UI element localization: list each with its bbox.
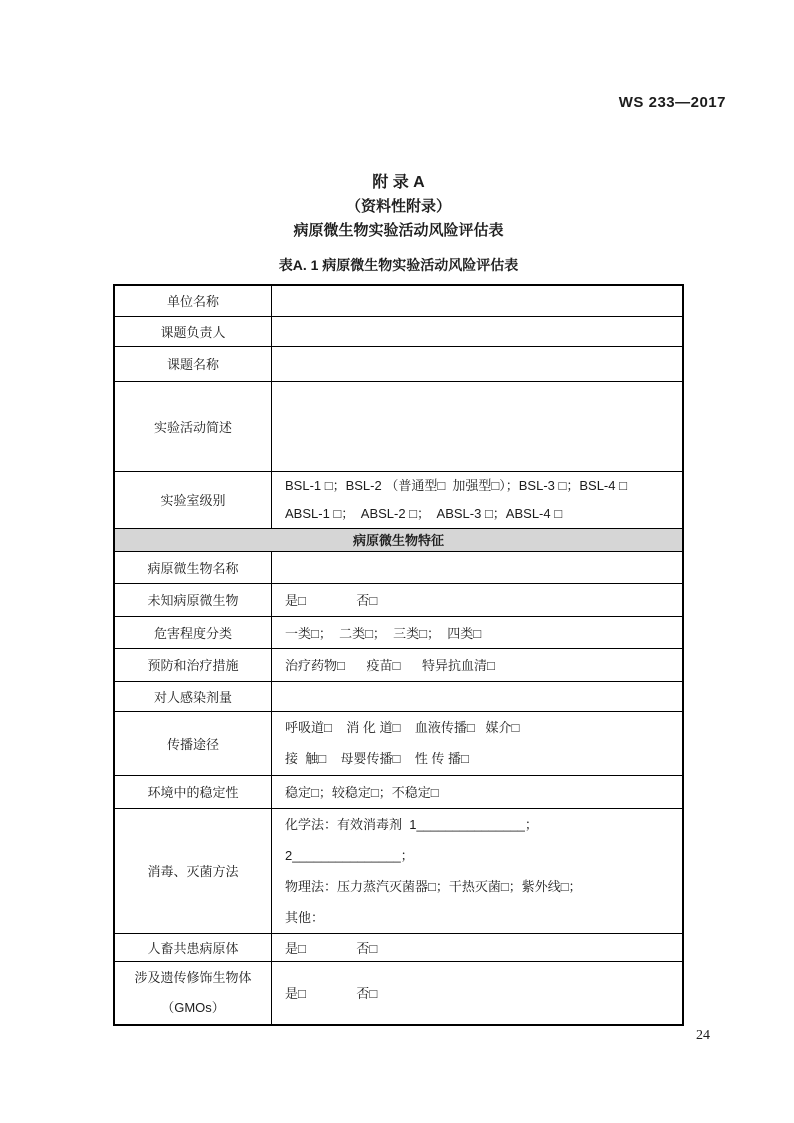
table-row	[114, 961, 683, 1025]
checkbox-option-line: 是□ 否□	[285, 986, 378, 1002]
row-value-empty	[272, 551, 684, 583]
row-label: 课题负责人	[114, 316, 272, 346]
risk-assessment-table	[113, 284, 684, 1026]
row-label: 未知病原微生物	[114, 583, 272, 616]
row-value-empty	[272, 681, 684, 711]
row-label: 消毒、灭菌方法	[114, 808, 272, 933]
table-row	[114, 808, 683, 933]
checkbox-option-line: 物理法：压力蒸汽灭菌器□；干热灭菌□；紫外线□；	[285, 878, 582, 894]
checkbox-option-line: 稳定□；较稳定□；不稳定□	[285, 785, 439, 800]
standard-number: WS 233—2017	[618, 94, 726, 111]
risk-assessment-table-wrap	[113, 284, 684, 1026]
section-header: 病原微生物特征	[114, 528, 683, 551]
table-row	[114, 775, 683, 808]
row-value	[272, 711, 684, 775]
table-row	[114, 933, 683, 961]
checkbox-option-line: ABSL-1 □； ABSL-2 □； ABSL-3 □；ABSL-4 □	[285, 505, 563, 521]
row-label: 实验室级别	[114, 471, 272, 528]
table-row	[114, 471, 683, 528]
row-label: 传播途径	[114, 711, 272, 775]
page-number: 24	[696, 1028, 710, 1043]
row-label: 人畜共患病原体	[114, 933, 272, 961]
table-row	[114, 616, 683, 648]
checkbox-option-line: 接 触□ 母婴传播□ 性 传 播□	[285, 751, 469, 766]
checkbox-option-line: 治疗药物□ 疫苗□ 特异抗血清□	[285, 658, 495, 673]
row-value-empty	[272, 285, 684, 316]
table-row	[114, 583, 683, 616]
row-label: 环境中的稳定性	[114, 775, 272, 808]
row-value	[272, 616, 684, 648]
row-label: 预防和治疗措施	[114, 648, 272, 681]
row-value-empty	[272, 381, 684, 471]
table-row	[114, 681, 683, 711]
row-label: 危害程度分类	[114, 616, 272, 648]
row-label: 课题名称	[114, 346, 272, 381]
row-value-empty	[272, 316, 684, 346]
row-value	[272, 961, 684, 1025]
checkbox-option-line: BSL-1 □；BSL-2 （普通型□ 加强型□）；BSL-3 □；BSL-4 □	[285, 477, 627, 493]
fill-in-blank-line: 化学法：有效消毒剂 1_______________； 2_______________；	[285, 816, 549, 863]
row-value	[272, 808, 684, 933]
table-row	[114, 381, 683, 471]
checkbox-option-line: 一类□； 二类□； 三类□； 四类□	[285, 625, 482, 641]
table-row	[114, 316, 683, 346]
table-row	[114, 346, 683, 381]
other-line: 其他：	[285, 909, 325, 925]
appendix-heading: 附 录 A	[372, 174, 425, 191]
row-value	[272, 471, 684, 528]
checkbox-option-line: 是□ 否□	[285, 593, 378, 608]
appendix-title: 病原微生物实验活动风险评估表	[293, 222, 504, 239]
row-label: 单位名称	[114, 285, 272, 316]
checkbox-option-line: 呼吸道□ 消 化 道□ 血液传播□ 媒介□	[285, 720, 520, 735]
checkbox-option-line: 是□ 否□	[285, 940, 378, 956]
row-label: 实验活动简述	[114, 381, 272, 471]
row-value	[272, 583, 684, 616]
row-label-line: 涉及遗传修饰生物体	[134, 969, 252, 985]
section-header-row	[114, 528, 683, 551]
table-row	[114, 285, 683, 316]
table-row	[114, 648, 683, 681]
appendix-heading-block	[113, 171, 684, 243]
row-value	[272, 648, 684, 681]
appendix-subheading: （资料性附录）	[345, 198, 451, 215]
row-label: 病原微生物名称	[114, 551, 272, 583]
table-caption: 表A. 1 病原微生物实验活动风险评估表	[278, 257, 519, 273]
table-row	[114, 551, 683, 583]
row-label	[114, 961, 272, 1025]
table-row	[114, 711, 683, 775]
row-value	[272, 775, 684, 808]
row-label-line: （GMOs）	[161, 999, 225, 1015]
row-label: 对人感染剂量	[114, 681, 272, 711]
row-value	[272, 933, 684, 961]
row-value-empty	[272, 346, 684, 381]
